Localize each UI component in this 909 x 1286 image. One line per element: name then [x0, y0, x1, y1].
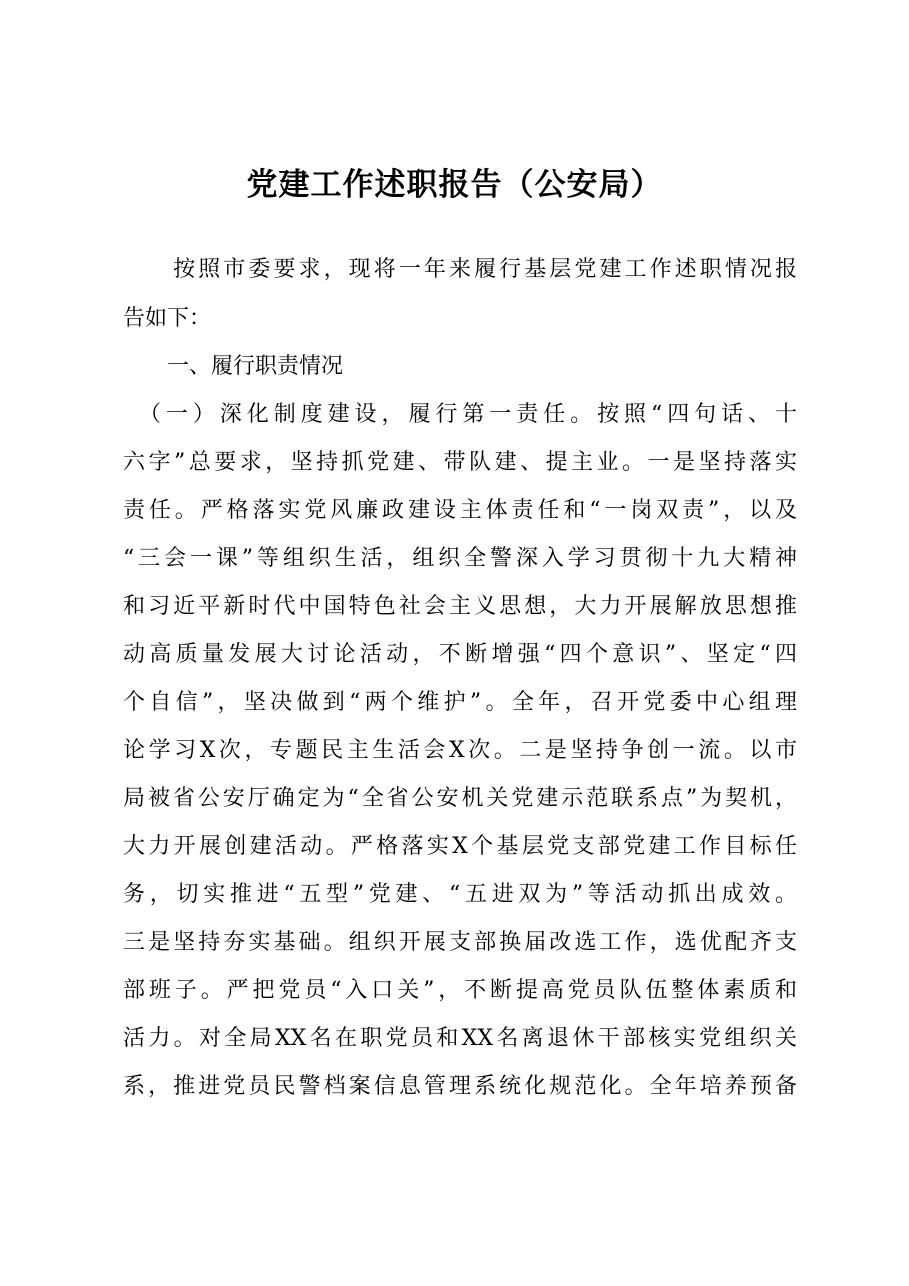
paragraph-line: 个自信”，坚决做到“两个维护”。全年，召开党委中心组理: [123, 690, 797, 715]
paragraph-line: （一）深化制度建设，履行第一责任。按照“四句话、十: [123, 402, 797, 427]
paragraph-line: “三会一课”等组织生活，组织全警深入学习贯彻十九大精神: [123, 546, 797, 571]
paragraph-line: 按照市委要求，现将一年来履行基层党建工作述职情况报: [123, 257, 797, 282]
document-title: 党建工作述职报告（公安局）: [246, 167, 663, 203]
paragraph-line: 论学习X次，专题民主生活会X次。二是坚持争创一流。以市: [123, 738, 797, 763]
paragraph-line: 活力。对全局XX名在职党员和XX名离退休干部核实党组织关: [123, 1026, 797, 1051]
section-heading: 一、履行职责情况: [123, 354, 344, 379]
paragraph-line: 务，切实推进“五型”党建、“五进双为”等活动抓出成效。: [123, 882, 797, 907]
paragraph-line: 部班子。严把党员“入口关”，不断提高党员队伍整体素质和: [123, 978, 797, 1003]
paragraph-line: 动高质量发展大讨论活动，不断增强“四个意识”、坚定“四: [123, 642, 797, 667]
paragraph-line: 局被省公安厅确定为“全省公安机关党建示范联系点”为契机，: [123, 786, 797, 811]
paragraph-line: 责任。严格落实党风廉政建设主体责任和“一岗双责”，以及: [123, 498, 797, 523]
paragraph-line: 系，推进党员民警档案信息管理系统化规范化。全年培养预备: [123, 1074, 797, 1099]
paragraph-line: 和习近平新时代中国特色社会主义思想，大力开展解放思想推: [123, 594, 797, 619]
paragraph-line: 大力开展创建活动。严格落实X个基层党支部党建工作目标任: [123, 834, 797, 859]
paragraph-line: 三是坚持夯实基础。组织开展支部换届改选工作，选优配齐支: [123, 930, 797, 955]
paragraph-line: 六字”总要求，坚持抓党建、带队建、提主业。一是坚持落实: [123, 450, 797, 475]
paragraph-line: 告如下：: [123, 306, 212, 331]
